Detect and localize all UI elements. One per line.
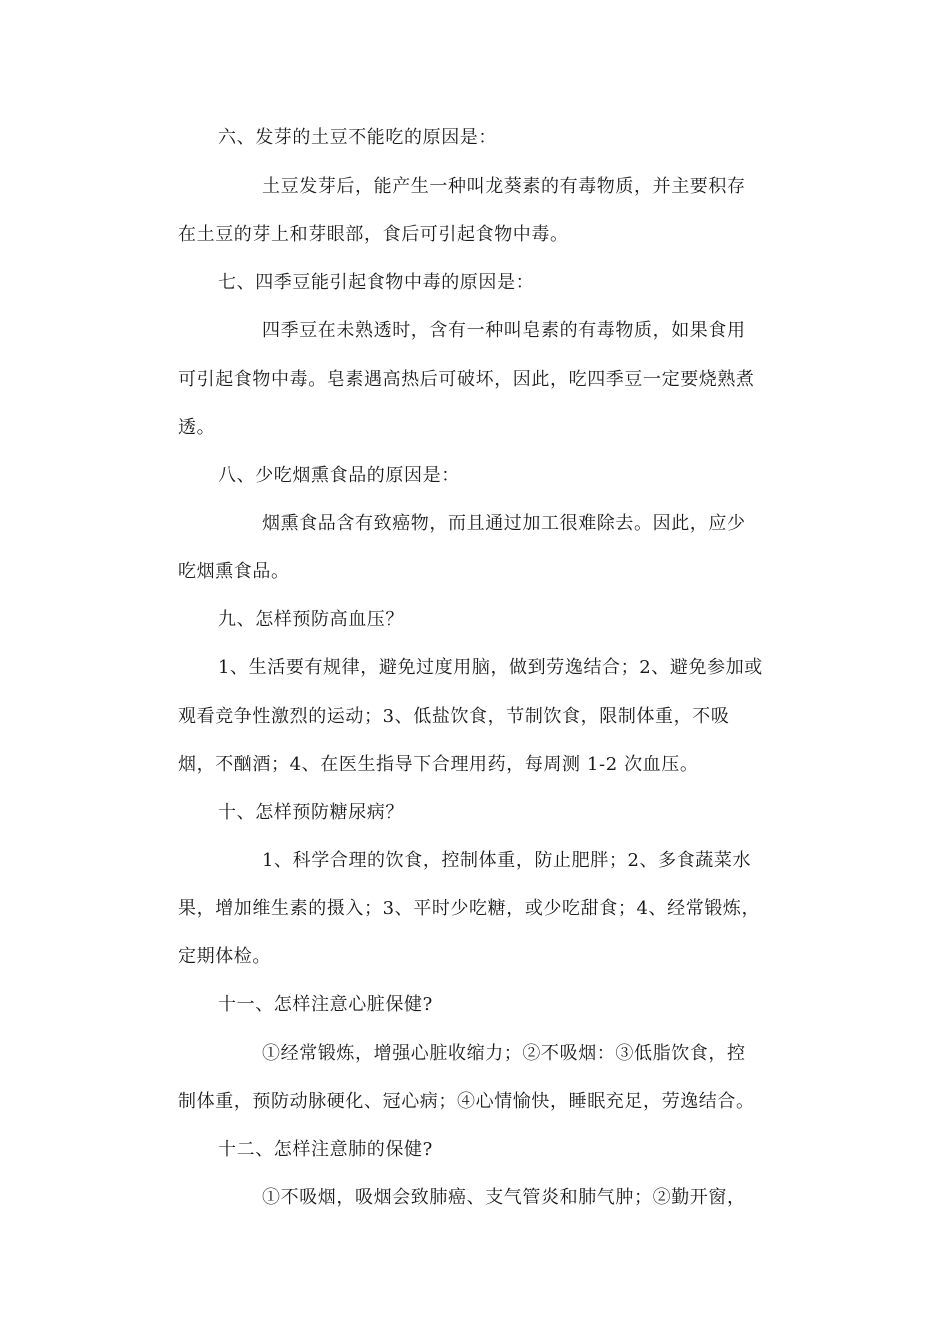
paragraph-line: 透。 [178, 417, 216, 438]
paragraph-line: 在土豆的芽上和芽眼部，食后可引起食物中毒。 [178, 224, 569, 245]
paragraph-line: 1、科学合理的饮食，控制体重，防止肥胖；2、多食蔬菜水 [262, 850, 752, 871]
paragraph-line: 吃烟熏食品。 [178, 561, 290, 582]
paragraph-line: 四季豆在未熟透时，含有一种叫皂素的有毒物质，如果食用 [262, 320, 746, 341]
section-heading: 十、怎样预防糖尿病？ [218, 802, 404, 823]
paragraph-line: 可引起食物中毒。皂素遇高热后可破坏，因此，吃四季豆一定要烧熟煮 [178, 369, 755, 390]
section-heading: 七、四季豆能引起食物中毒的原因是： [218, 272, 535, 293]
section-heading: 十一、怎样注意心脏保健? [218, 994, 433, 1015]
paragraph-line: 烟熏食品含有致癌物，而且通过加工很难除去。因此，应少 [262, 513, 746, 534]
section-heading: 十二、怎样注意肺的保健? [218, 1139, 433, 1160]
paragraph-line: 土豆发芽后，能产生一种叫龙葵素的有毒物质，并主要积存 [262, 176, 746, 197]
paragraph-line: 烟，不酗酒；4、在医生指导下合理用药，每周测 1-2 次血压。 [178, 754, 699, 775]
paragraph-line: 果，增加维生素的摄入；3、平时少吃糖，或少吃甜食；4、经常锻炼， [178, 898, 761, 919]
paragraph-line: 观看竞争性激烈的运动；3、低盐饮食，节制饮食，限制体重，不吸 [178, 706, 730, 727]
paragraph-line: 定期体检。 [178, 946, 271, 967]
paragraph-line: 制体重，预防动脉硬化、冠心病；④心情愉快，睡眠充足，劳逸结合。 [178, 1091, 755, 1112]
section-heading: 九、怎样预防高血压？ [218, 609, 404, 630]
section-heading: 六、发芽的土豆不能吃的原因是： [218, 127, 497, 148]
paragraph-line: ①经常锻炼，增强心脏收缩力；②不吸烟：③低脂饮食，控 [262, 1043, 746, 1064]
paragraph-line: 1、生活要有规律，避免过度用脑，做到劳逸结合；2、避免参加或 [218, 657, 763, 678]
section-heading: 八、少吃烟熏食品的原因是： [218, 465, 460, 486]
paragraph-line: ①不吸烟，吸烟会致肺癌、支气管炎和肺气肿；②勤开窗， [262, 1187, 746, 1208]
